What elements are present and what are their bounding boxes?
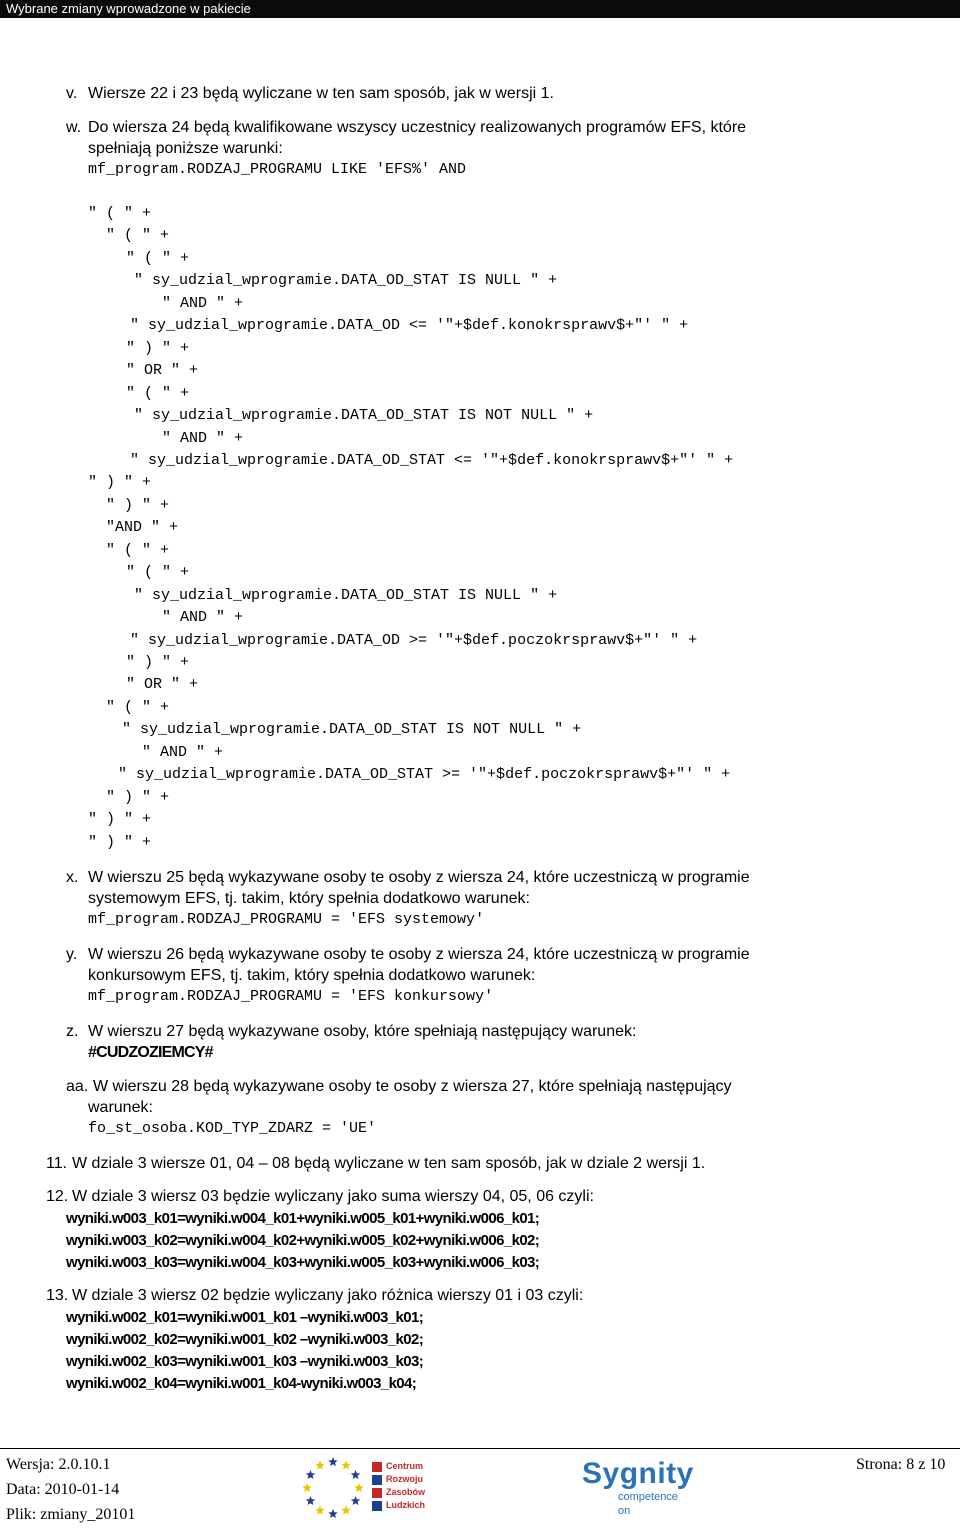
item-aa-marker: aa.	[66, 1078, 89, 1095]
code-line: " AND " +	[162, 430, 244, 447]
eu-stars-logo	[298, 1453, 368, 1523]
star-icon	[302, 1483, 312, 1492]
star-icon	[328, 1509, 338, 1518]
cnz-logo	[372, 1460, 450, 1512]
code-line: " AND " +	[142, 744, 224, 761]
code-line: " ) " +	[88, 474, 152, 491]
item-x-line2: systemowym EFS, tj. takim, który spełnia dodatkowo warunek:	[88, 890, 530, 907]
item-w-line2: spełniają poniższe warunki:	[88, 140, 283, 157]
item-z-marker: z.	[66, 1023, 79, 1040]
item-aa-line2: warunek:	[88, 1099, 153, 1116]
star-icon	[315, 1506, 325, 1515]
star-icon	[351, 1496, 361, 1505]
item-x-marker: x.	[66, 869, 79, 886]
star-icon	[341, 1460, 351, 1469]
code-line: " sy_udzial_wprogramie.DATA_OD_STAT IS NULL " +	[134, 587, 558, 604]
section-12-text: W dziale 3 wiersz 03 będzie wyliczany jako suma wierszy 04, 05, 06 czyli:	[72, 1188, 594, 1205]
code-line: "AND " +	[106, 519, 179, 536]
footer-date: Data: 2010-01-14	[6, 1481, 120, 1498]
code-line: " ( " +	[106, 227, 170, 244]
code-line: " ) " +	[88, 811, 152, 828]
formula-line: wyniki.w002_k01=wyniki.w001_k01 –wyniki.w003_k01;	[66, 1309, 424, 1326]
section-11-text: W dziale 3 wiersze 01, 04 – 08 będą wyliczane w ten sam sposób, jak w dziale 2 wersji 1.	[72, 1155, 706, 1172]
sygnity-logo	[582, 1458, 692, 1518]
star-icon	[315, 1460, 325, 1469]
item-y-marker: y.	[66, 946, 78, 963]
cnz-logo-text: Rozwoju	[386, 1474, 423, 1484]
cnz-square-icon	[372, 1475, 382, 1485]
item-w-marker: w.	[66, 119, 82, 136]
code-line: " sy_udzial_wprogramie.DATA_OD_STAT IS NULL " +	[134, 272, 558, 289]
footer-page-number: Strona: 8 z 10	[856, 1456, 946, 1473]
cnz-logo-text: Centrum	[386, 1461, 424, 1471]
star-icon	[328, 1457, 338, 1466]
cnz-square-icon	[372, 1462, 382, 1472]
section-11-marker: 11.	[46, 1155, 68, 1172]
item-aa-condition: fo_st_osoba.KOD_TYP_ZDARZ = 'UE'	[88, 1120, 377, 1137]
code-line: " ) " +	[126, 340, 190, 357]
item-x-line1: W wierszu 25 będą wykazywane osoby te osoby z wiersza 24, które uczestniczą w programie	[88, 869, 750, 886]
footer-divider	[0, 1448, 960, 1449]
code-line: " sy_udzial_wprogramie.DATA_OD_STAT IS NOT NULL " +	[134, 407, 594, 424]
code-line: " ( " +	[126, 385, 190, 402]
item-v-text: Wiersze 22 i 23 będą wyliczane w ten sam sposób, jak w wersji 1.	[88, 85, 554, 102]
item-x-condition: mf_program.RODZAJ_PROGRAMU = 'EFS systemowy'	[88, 911, 485, 928]
cnz-logo-text: Ludzkich	[386, 1500, 426, 1510]
cnz-square-icon	[372, 1501, 382, 1511]
code-line: " ( " +	[88, 205, 152, 222]
code-line: " sy_udzial_wprogramie.DATA_OD <= '"+$def.konokrsprawv$+"' " +	[130, 317, 689, 334]
star-icon	[354, 1483, 364, 1492]
item-y-line1: W wierszu 26 będą wykazywane osoby te osoby z wiersza 24, które uczestniczą w programie	[88, 946, 750, 963]
section-13-marker: 13.	[46, 1287, 69, 1304]
formula-line: wyniki.w002_k03=wyniki.w001_k03 –wyniki.w003_k03;	[66, 1353, 424, 1370]
item-v-marker: v.	[66, 85, 78, 102]
footer-file: Plik: zmiany_20101	[6, 1506, 136, 1523]
section-13-text: W dziale 3 wiersz 02 będzie wyliczany jako różnica wierszy 01 i 03 czyli:	[72, 1287, 584, 1304]
code-line: " ) " +	[126, 654, 190, 671]
code-line: " AND " +	[162, 609, 244, 626]
code-line: " OR " +	[126, 676, 199, 693]
sygnity-logo-name: Sygnity	[582, 1457, 694, 1490]
code-line: " ( " +	[106, 542, 170, 559]
code-line: " ( " +	[126, 564, 190, 581]
cnz-square-icon	[372, 1488, 382, 1498]
code-line: " ( " +	[106, 699, 170, 716]
star-icon	[306, 1496, 316, 1505]
item-y-condition: mf_program.RODZAJ_PROGRAMU = 'EFS konkursowy'	[88, 988, 494, 1005]
item-w-line1: Do wiersza 24 będą kwalifikowane wszyscy uczestnicy realizowanych programów EFS, które	[88, 119, 747, 136]
code-line: " ) " +	[106, 789, 170, 806]
formula-line: wyniki.w003_k01=wyniki.w004_k01+wyniki.w005_k01+wyniki.w006_k01;	[66, 1210, 540, 1227]
code-line: " OR " +	[126, 362, 199, 379]
code-line: " sy_udzial_wprogramie.DATA_OD_STAT <= '"+$def.konokrsprawv$+"' " +	[130, 452, 734, 469]
footer-version: Wersja: 2.0.10.1	[6, 1456, 111, 1473]
code-line: " sy_udzial_wprogramie.DATA_OD_STAT >= '"+$def.poczokrsprawv$+"' " +	[118, 766, 731, 783]
item-aa-line1: W wierszu 28 będą wykazywane osoby te osoby z wiersza 27, które spełniają następujący	[93, 1078, 732, 1095]
formula-line: wyniki.w003_k03=wyniki.w004_k03+wyniki.w005_k03+wyniki.w006_k03;	[66, 1254, 540, 1271]
code-line: " sy_udzial_wprogramie.DATA_OD_STAT IS NOT NULL " +	[122, 721, 582, 738]
cnz-logo-text: Zasobów	[386, 1487, 426, 1497]
section-12-marker: 12.	[46, 1188, 69, 1205]
code-line: " ) " +	[88, 834, 152, 851]
star-icon	[306, 1470, 316, 1479]
code-line: " sy_udzial_wprogramie.DATA_OD >= '"+$def.poczokrsprawv$+"' " +	[130, 632, 698, 649]
star-icon	[341, 1506, 351, 1515]
star-icon	[351, 1470, 361, 1479]
header-title: Wybrane zmiany wprowadzone w pakiecie	[6, 1, 251, 16]
code-line: " ) " +	[106, 497, 170, 514]
item-z-condition: #CUDZOZIEMCY#	[88, 1044, 213, 1061]
item-w-condition: mf_program.RODZAJ_PROGRAMU LIKE 'EFS%' AND	[88, 161, 467, 178]
sygnity-logo-tagline: competence on	[618, 1491, 678, 1517]
header-bar	[0, 0, 960, 18]
formula-line: wyniki.w002_k02=wyniki.w001_k02 –wyniki.w003_k02;	[66, 1331, 424, 1348]
formula-line: wyniki.w003_k02=wyniki.w004_k02+wyniki.w005_k02+wyniki.w006_k02;	[66, 1232, 540, 1249]
code-line: " AND " +	[162, 295, 244, 312]
item-z-line1: W wierszu 27 będą wykazywane osoby, które spełniają następujący warunek:	[88, 1023, 637, 1040]
formula-line: wyniki.w002_k04=wyniki.w001_k04-wyniki.w003_k04;	[66, 1375, 417, 1392]
code-line: " ( " +	[126, 250, 190, 267]
item-y-line2: konkursowym EFS, tj. takim, który spełnia dodatkowo warunek:	[88, 967, 536, 984]
